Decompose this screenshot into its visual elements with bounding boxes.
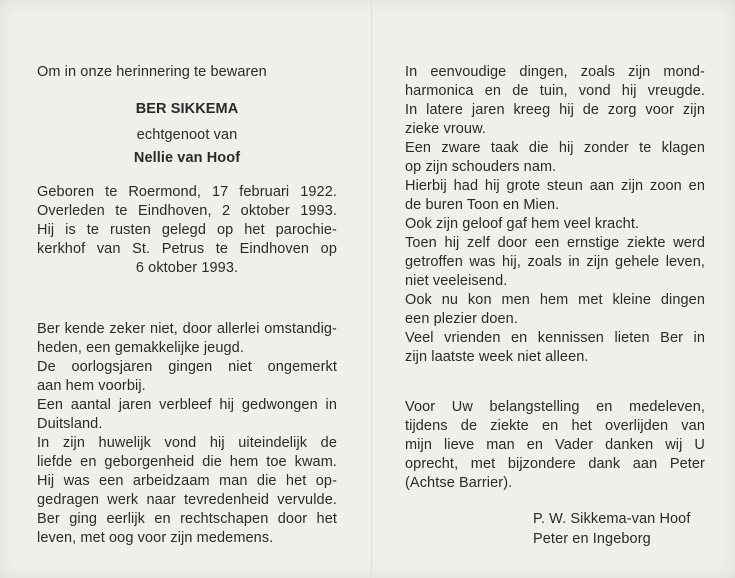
text-line: Veel vrienden en kennissen lieten Ber in xyxy=(405,330,705,346)
text-line: leven, met oog voor zijn medemens. xyxy=(37,530,274,546)
text-line: Ook nu kon men hem met kleine dingen xyxy=(405,292,705,308)
intro-text: Om in onze herinnering te bewaren xyxy=(37,64,267,80)
text-line: harmonica en de tuin, vond hij vreugde. xyxy=(405,83,705,99)
spouse-label: echtgenoot van xyxy=(136,127,238,143)
deceased-name: BER SIKKEMA xyxy=(135,101,239,117)
signatory-name: P. W. Sikkema-van Hoof xyxy=(533,511,691,527)
text-line: op zijn schouders nam. xyxy=(405,159,557,175)
text-line: getroffen was hij, zoals in zijn gehele leven, xyxy=(405,254,705,270)
text-line: Ber kende zeker niet, door allerlei omstandig- xyxy=(37,321,337,337)
text-line: heden, een gemakkelijke jeugd. xyxy=(37,340,244,356)
card-fold xyxy=(371,0,373,578)
text-line: liefde en geborgenheid die hem toe kwam. xyxy=(37,454,337,470)
text-line: oprecht, met bijzondere dank aan Peter xyxy=(405,456,705,472)
birth-death-block xyxy=(37,183,337,278)
text-line: Ber ging eerlijk en rechtschapen door het xyxy=(37,511,337,527)
text-line: Hij was een arbeidzaam man die het op- xyxy=(37,473,337,489)
text-line: In zijn huwelijk vond hij uiteindelijk de xyxy=(37,435,337,451)
signatory-children: Peter en Ingeborg xyxy=(533,531,651,547)
text-line: Overleden te Eindhoven, 2 oktober 1993. xyxy=(37,203,337,219)
text-line: kerkhof van St. Petrus te Eindhoven op xyxy=(37,241,337,257)
text-line: de buren Toon en Mien. xyxy=(405,197,560,213)
text-line: gedragen werk naar tevredenheid vervulde. xyxy=(37,492,337,508)
text-line: zijn laatste week niet alleen. xyxy=(405,349,589,365)
text-line: zieke vrouw. xyxy=(405,121,486,137)
signature-block xyxy=(533,510,713,550)
spouse-name: Nellie van Hoof xyxy=(133,150,241,166)
thanks-block xyxy=(405,398,705,493)
text-line: Voor Uw belangstelling en medeleven, xyxy=(405,399,705,415)
text-line: In latere jaren kreeg hij de zorg voor zijn xyxy=(405,102,705,118)
text-line: Ook zijn geloof gaf hem veel kracht. xyxy=(405,216,640,232)
text-line: De oorlogsjaren gingen niet ongemerkt xyxy=(37,359,337,375)
text-line: Hij is te rusten gelegd op het parochie- xyxy=(37,222,337,238)
text-line: Een aantal jaren verbleef hij gedwongen in xyxy=(37,397,337,413)
text-line: In eenvoudige dingen, zoals zijn mond- xyxy=(405,64,705,80)
text-line: 6 oktober 1993. xyxy=(135,260,239,276)
left-story-block xyxy=(37,320,337,548)
text-line: aan hem voorbij. xyxy=(37,378,146,394)
text-line: tijdens de ziekte en het overlijden van xyxy=(405,418,705,434)
text-line: (Achtse Barrier). xyxy=(405,475,513,491)
text-line: Geboren te Roermond, 17 februari 1922. xyxy=(37,184,337,200)
text-line: een plezier doen. xyxy=(405,311,518,327)
text-line: Duitsland. xyxy=(37,416,103,432)
text-line: Toen hij zelf door een ernstige ziekte werd xyxy=(405,235,705,251)
right-story-block xyxy=(405,63,705,367)
text-line: Een zware taak die hij zonder te klagen xyxy=(405,140,705,156)
text-line: mijn lieve man en Vader danken wij U xyxy=(405,437,705,453)
text-line: Hierbij had hij grote steun aan zijn zoon en xyxy=(405,178,705,194)
text-line: niet veeleisend. xyxy=(405,273,508,289)
